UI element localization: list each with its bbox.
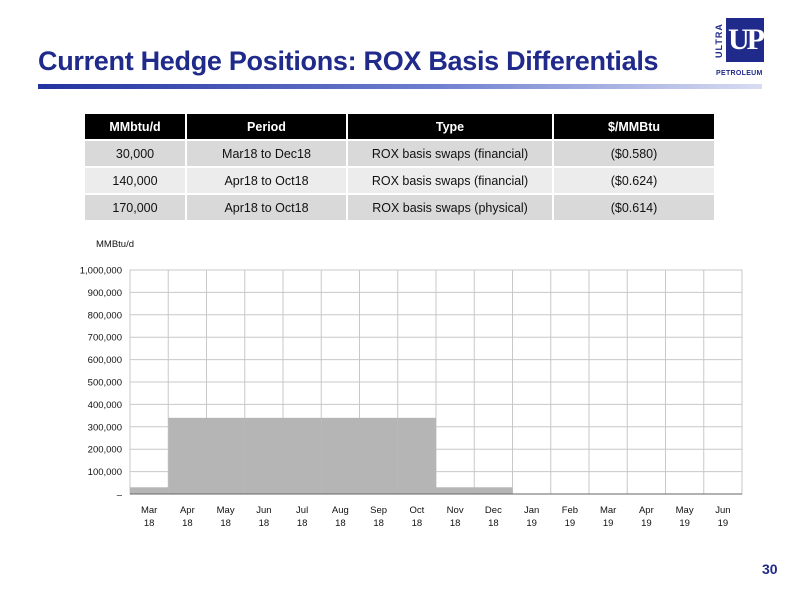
logo-up-mark: UP: [726, 18, 764, 62]
volume-bar: [321, 418, 359, 494]
y-axis-label: MMBtu/d: [96, 239, 135, 250]
volume-bar: [207, 418, 245, 494]
y-tick-label: 100,000: [87, 467, 122, 479]
x-tick-label-year: 19: [679, 518, 690, 529]
x-tick-label-month: Jun: [256, 505, 272, 516]
y-tick-label: 500,000: [87, 377, 122, 389]
x-tick-label-month: Jan: [523, 505, 540, 516]
x-tick-label-year: 18: [411, 518, 423, 529]
header-type: Type: [347, 114, 553, 140]
x-tick-label-year: 18: [220, 518, 231, 529]
volume-bar: [474, 487, 512, 494]
x-tick-label-year: 19: [641, 518, 652, 529]
y-tick-label: 400,000: [87, 399, 122, 411]
x-tick-label-month: Nov: [446, 505, 464, 516]
y-tick-label: 800,000: [87, 310, 122, 322]
volume-bar: [398, 418, 436, 494]
cell-type: ROX basis swaps (financial): [347, 167, 553, 194]
cell-period: Apr18 to Oct18: [186, 194, 347, 220]
y-tick-label: 200,000: [87, 444, 122, 456]
page-title: Current Hedge Positions: ROX Basis Differentials: [38, 46, 659, 76]
y-tick-label: 900,000: [87, 287, 122, 299]
x-tick-label-year: 18: [143, 518, 155, 529]
cell-type: ROX basis swaps (physical): [347, 194, 553, 220]
x-tick-label-month: Oct: [409, 505, 425, 516]
x-tick-label-month: Apr: [638, 505, 654, 516]
cell-period: Mar18 to Dec18: [186, 140, 347, 167]
volume-bar: [436, 487, 474, 494]
x-tick-label-year: 18: [373, 518, 384, 529]
x-tick-label-year: 18: [335, 518, 346, 529]
x-tick-label-year: 19: [602, 518, 614, 529]
x-tick-label-year: 19: [526, 518, 537, 529]
x-tick-label-year: 18: [449, 518, 461, 529]
x-tick-label-month: Feb: [561, 505, 579, 516]
volume-bar: [245, 418, 283, 494]
cell-price: ($0.624): [553, 167, 714, 194]
header-period: Period: [186, 114, 347, 140]
x-tick-label-month: Jul: [296, 505, 309, 516]
x-tick-label-year: 19: [717, 518, 729, 529]
cell-volume: 30,000: [85, 140, 186, 167]
header-volume: MMbtu/d: [85, 114, 186, 140]
x-tick-label-month: Mar: [599, 505, 617, 516]
volume-bar: [283, 418, 321, 494]
x-tick-label-year: 18: [182, 518, 193, 529]
volume-bar: [360, 418, 398, 494]
y-tick-label: 1,000,000: [79, 265, 122, 277]
x-tick-label-year: 18: [488, 518, 499, 529]
cell-volume: 140,000: [85, 167, 186, 194]
cell-price: ($0.580): [553, 140, 714, 167]
y-tick-label: –: [116, 489, 122, 501]
x-tick-label-month: May: [675, 505, 694, 516]
cell-volume: 170,000: [85, 194, 186, 220]
page-number: 30: [762, 561, 778, 577]
x-tick-label-month: Jun: [715, 505, 731, 516]
x-tick-label-year: 18: [296, 518, 308, 529]
x-tick-label-month: May: [216, 505, 235, 516]
x-tick-label-month: Apr: [179, 505, 195, 516]
x-tick-label-month: Dec: [484, 505, 502, 516]
cell-period: Apr18 to Oct18: [186, 167, 347, 194]
cell-type: ROX basis swaps (financial): [347, 140, 553, 167]
header-price: $/MMBtu: [553, 114, 714, 140]
x-tick-label-month: Mar: [140, 505, 158, 516]
x-tick-label-year: 19: [564, 518, 576, 529]
cell-price: ($0.614): [553, 194, 714, 220]
y-tick-label: 600,000: [87, 355, 122, 367]
x-tick-label-month: Aug: [331, 505, 349, 516]
volume-bar: [168, 418, 206, 494]
x-tick-label-month: Sep: [370, 505, 388, 516]
y-tick-label: 700,000: [87, 332, 122, 344]
x-tick-label-year: 18: [258, 518, 270, 529]
volume-bar: [130, 487, 168, 494]
y-tick-label: 300,000: [87, 422, 122, 434]
logo-ultra-text: ULTRA: [714, 23, 724, 59]
logo-petroleum-text: PETROLEUM: [716, 70, 763, 77]
